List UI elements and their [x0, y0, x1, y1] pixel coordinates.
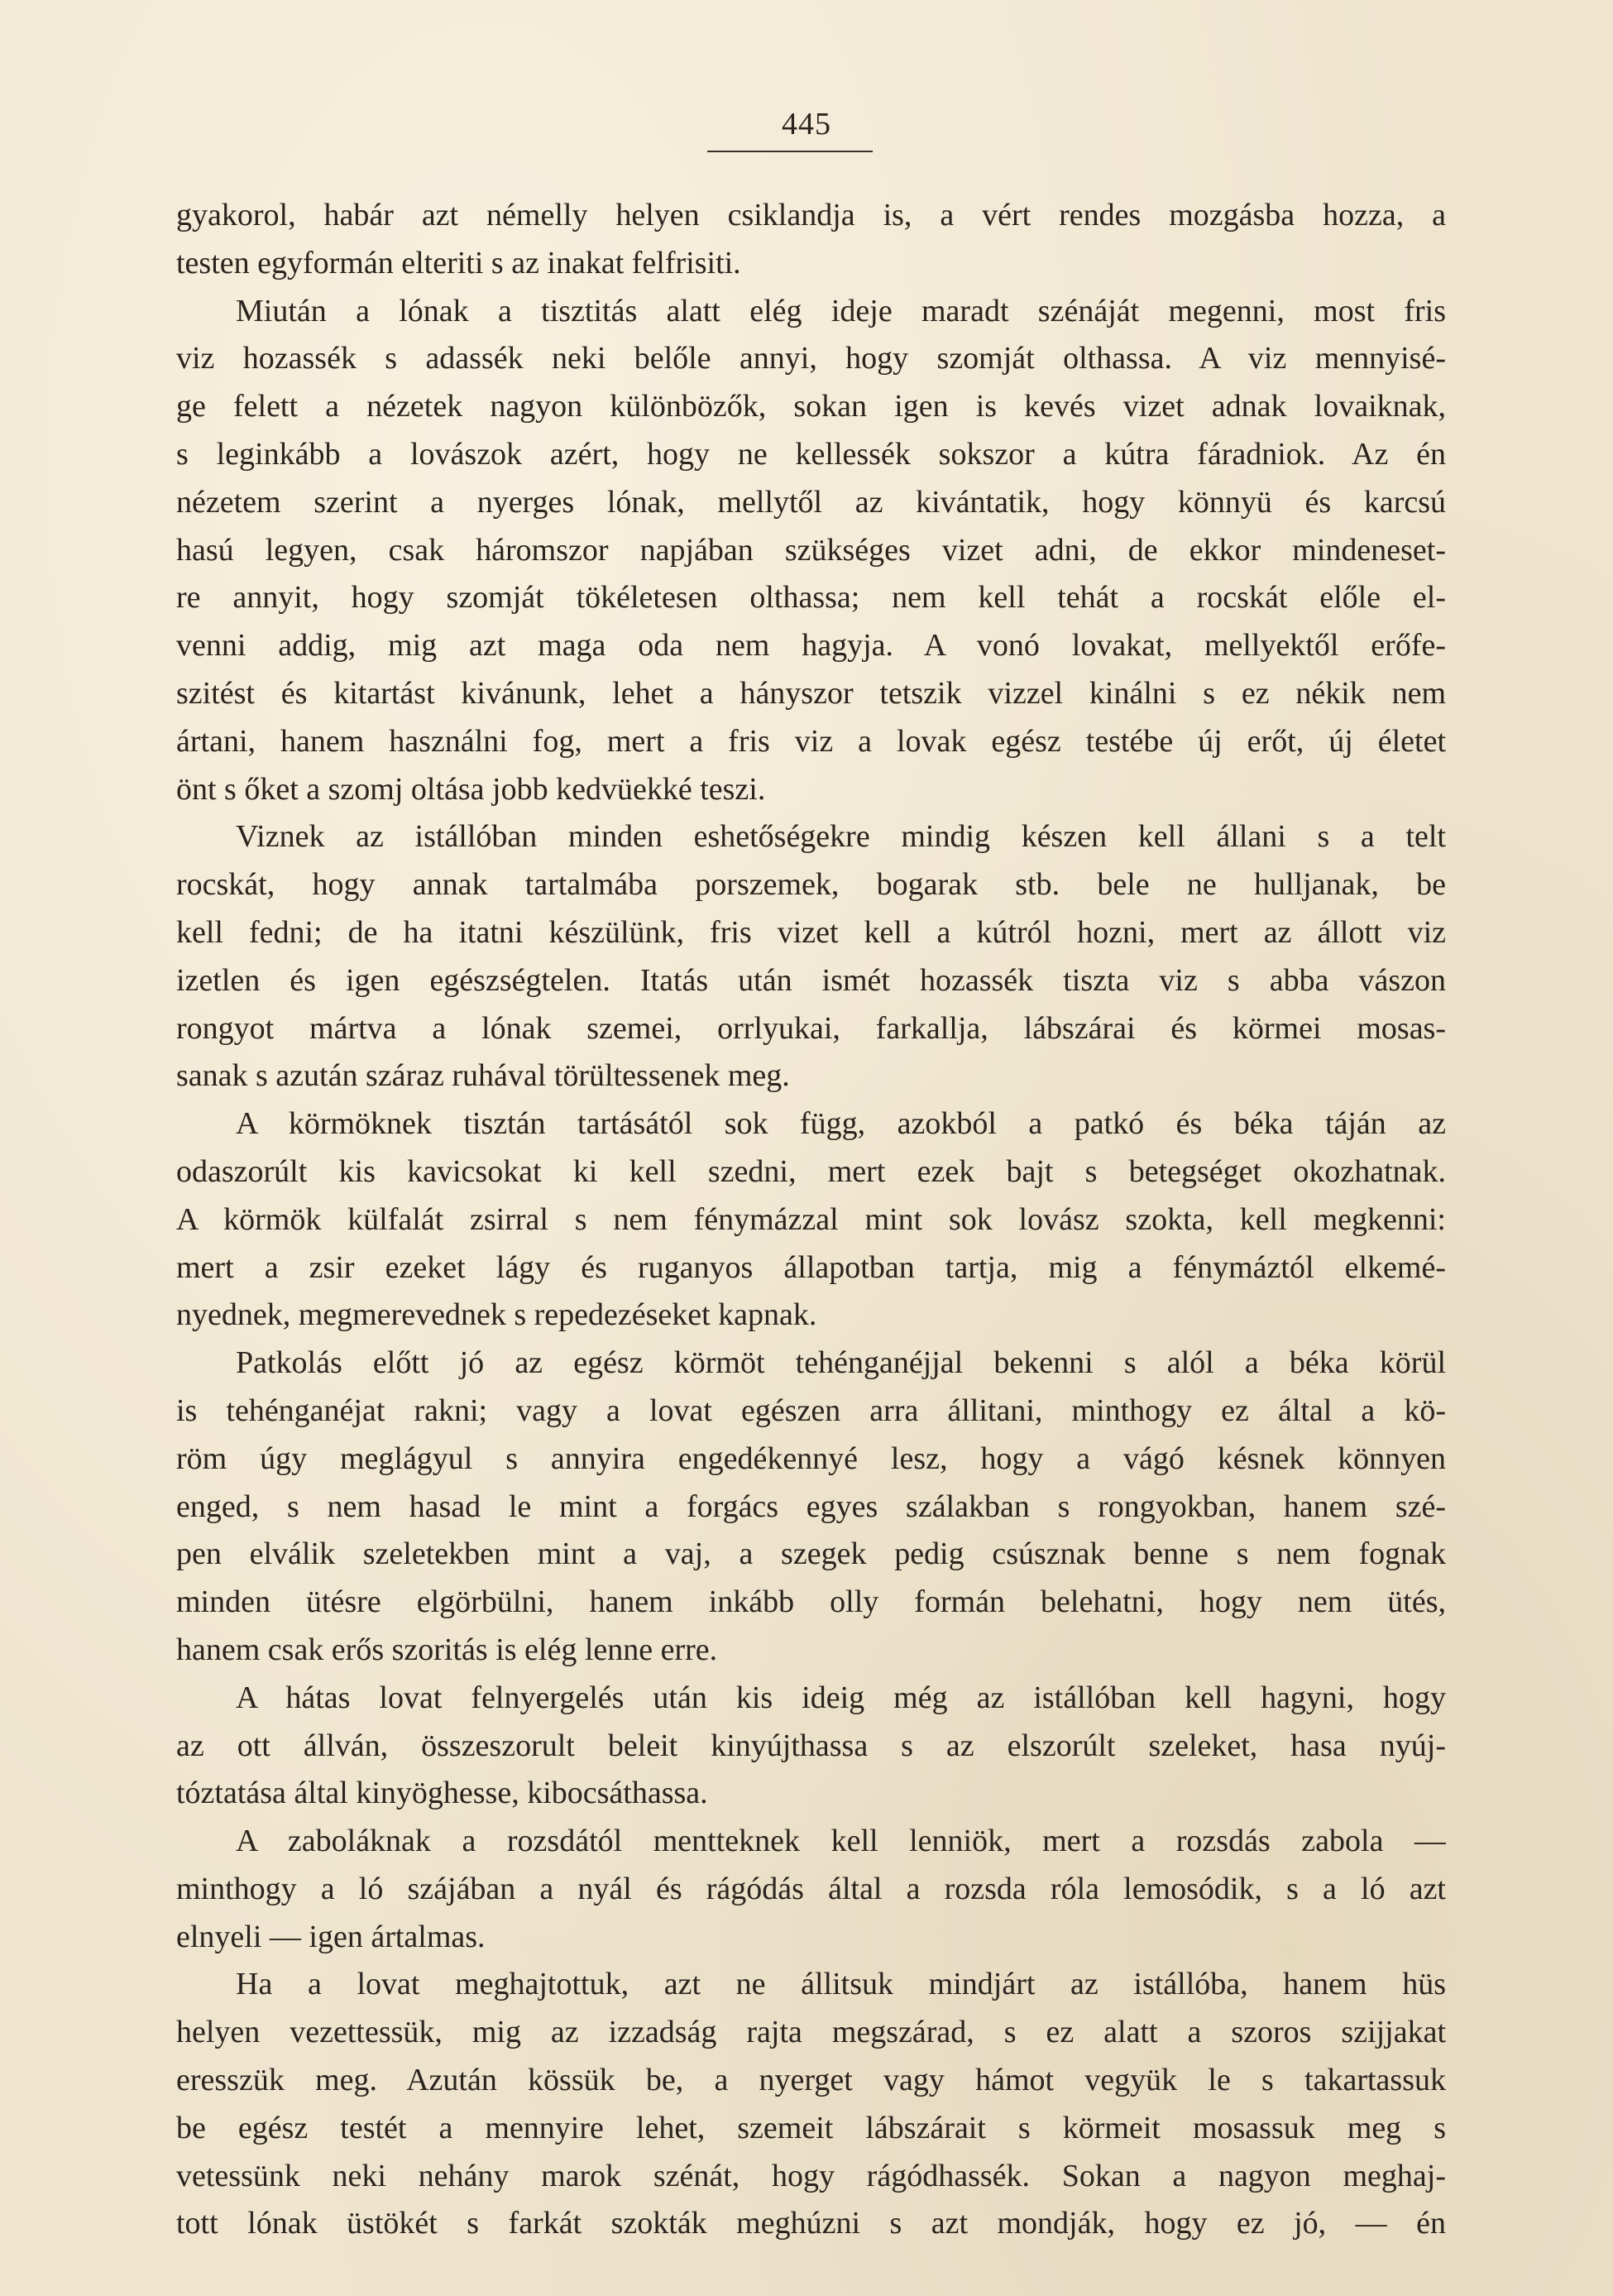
text-line: Patkolás előtt jó az egész körmöt tehénganéjjal bekenni s alól a béka körül	[236, 1345, 1446, 1381]
text-line: vetessünk neki nehány marok szénát, hogy rágódhassék. Sokan a nagyon meghaj-	[176, 2158, 1446, 2193]
text-line: izetlen és igen egészségtelen. Itatás után ismét hozassék tiszta viz s abba vászon	[176, 962, 1446, 998]
text-line: Ha a lovat meghajtottuk, azt ne állitsuk mindjárt az istállóba, hanem hüs	[236, 1967, 1446, 2002]
text-line: sanak s azután száraz ruhával törültessenek meg.	[176, 1058, 790, 1094]
page-number: 445	[782, 107, 831, 141]
text-line: önt s őket a szomj oltása jobb kedvüekké teszi.	[176, 771, 766, 807]
text-line: Viznek az istállóban minden eshetőségekre mindig készen kell állani s a telt	[236, 819, 1446, 855]
text-line: ge felett a nézetek nagyon különbözők, sokan igen is kevés vizet adnak lovaiknak,	[176, 389, 1446, 424]
text-line: is tehénganéjat rakni; vagy a lovat egészen arra állitani, minthogy ez által a kö-	[176, 1392, 1446, 1428]
text-line: elnyeli — igen ártalmas.	[176, 1919, 486, 1954]
text-line: hanem csak erős szoritás is elég lenne erre.	[176, 1632, 718, 1667]
text-line: testen egyformán elteriti s az inakat felfrisiti.	[176, 245, 741, 280]
text-line: viz hozassék s adassék neki belőle annyi, hogy szomját olthassa. A viz mennyisé-	[176, 341, 1446, 376]
text-line: odaszorúlt kis kavicsokat ki kell szedni, mert ezek bajt s betegséget okozhatnak.	[176, 1153, 1446, 1189]
text-line: be egész testét a mennyire lehet, szemeit lábszárait s körmeit mosassuk meg s	[176, 2110, 1446, 2145]
text-line: gyakorol, habár azt némelly helyen csiklandja is, a vért rendes mozgásba hozza, a	[176, 198, 1446, 232]
text-line: A zaboláknak a rozsdától mentteknek kell lenniök, mert a rozsdás zabola —	[236, 1824, 1446, 1859]
text-line: kell fedni; de ha itatni készülünk, fris vizet kell a kútról hozni, mert az állott viz	[176, 914, 1446, 950]
text-line: tóztatása által kinyöghesse, kibocsáthassa.	[176, 1776, 708, 1811]
text-line: ártani, hanem használni fog, mert a fris viz a lovak egész testébe új erőt, új életet	[176, 723, 1446, 759]
text-line: röm úgy meglágyul s annyira engedékennyé lesz, hogy a vágó késnek könnyen	[176, 1440, 1446, 1476]
text-line: tott lónak üstökét s farkát szokták meghúzni s azt mondják, hogy ez jó, — én	[176, 2206, 1446, 2241]
text-line: A hátas lovat felnyergelés után kis ideig még az istállóban kell hagyni, hogy	[236, 1680, 1446, 1715]
text-line: mert a zsir ezeket lágy és ruganyos állapotban tartja, mig a fénymáztól elkemé-	[176, 1249, 1446, 1285]
text-line: re annyit, hogy szomját tökéletesen olthassa; nem kell tehát a rocskát előle el-	[176, 580, 1446, 616]
text-line: minthogy a ló szájában a nyál és rágódás által a rozsda róla lemosódik, s a ló azt	[176, 1871, 1446, 1906]
text-line: s leginkább a lovászok azért, hogy ne kellessék sokszor a kútra fáradniok. Az én	[176, 436, 1446, 472]
text-line: pen elválik szeletekben mint a vaj, a szegek pedig csúsznak benne s nem fognak	[176, 1536, 1446, 1572]
text-line: venni addig, mig azt maga oda nem hagyja. A vonó lovakat, mellyektől erőfe-	[176, 628, 1446, 664]
text-line: A körmöknek tisztán tartásától sok függ, azokból a patkó és béka táján az	[236, 1106, 1446, 1142]
text-line: minden ütésre elgörbülni, hanem inkább olly formán belehatni, hogy nem ütés,	[176, 1584, 1446, 1620]
text-line: rongyot mártva a lónak szemei, orrlyukai, farkallja, lábszárai és körmei mosas-	[176, 1010, 1446, 1046]
text-line: A körmök külfalát zsirral s nem fénymázzal mint sok lovász szokta, kell megkenni:	[176, 1201, 1446, 1237]
text-line: eresszük meg. Azután kössük be, a nyerget vagy hámot vegyük le s takartassuk	[176, 2063, 1446, 2098]
text-line: enged, s nem hasad le mint a forgács egyes szálakban s rongyokban, hanem szé-	[176, 1488, 1446, 1524]
page-number-rule	[707, 151, 873, 152]
text-line: nézetem szerint a nyerges lónak, mellytől az kivántatik, hogy könnyü és karcsú	[176, 484, 1446, 520]
body-text	[176, 192, 1446, 2248]
text-line: hasú legyen, csak háromszor napjában szükséges vizet adni, de ekkor mindeneset-	[176, 532, 1446, 568]
text-line: helyen vezettessük, mig az izzadság rajta megszárad, s ez alatt a szoros szijjakat	[176, 2015, 1446, 2050]
text-line: az ott állván, összeszorult beleit kinyújthassa s az elszorúlt szeleket, hasa nyúj-	[176, 1728, 1446, 1763]
text-line: rocskát, hogy annak tartalmába porszemek, bogarak stb. bele ne hulljanak, be	[176, 867, 1446, 903]
text-line: nyednek, megmerevednek s repedezéseket kapnak.	[176, 1297, 817, 1333]
text-line: Miután a lónak a tisztitás alatt elég ideje maradt szénáját megenni, most fris	[236, 293, 1446, 328]
text-line: szitést és kitartást kivánunk, lehet a hányszor tetszik vizzel kinálni s ez nékik nem	[176, 675, 1446, 711]
